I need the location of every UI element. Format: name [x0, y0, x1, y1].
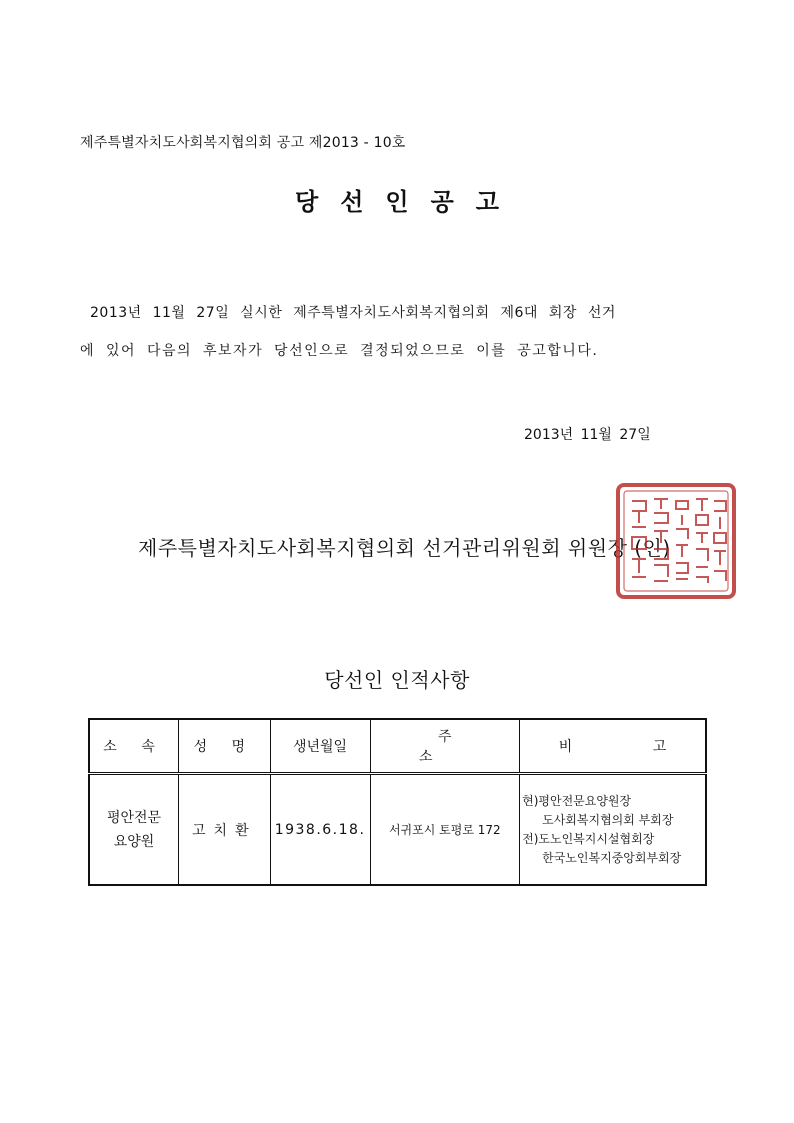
header-affiliation: 소 속 [89, 719, 179, 774]
header-remarks: 비 고 [520, 719, 706, 774]
body-text-line-2: 에 있어 다음의 후보자가 당선인으로 결정되었으므로 이를 공고합니다. [80, 343, 599, 359]
body-text-line-1: 2013년 11월 27일 실시한 제주특별자치도사회복지협의회 제6대 회장 선거 [90, 305, 616, 321]
table-header-row [89, 719, 706, 774]
remark-line-3: 전)도노인복지시설협회장 [522, 831, 655, 846]
address-cell: 서귀포시 토평로 172 [370, 774, 520, 886]
remark-line-4: 한국노인복지중앙회부회장 [542, 850, 682, 865]
remark-line-1: 현)평안전문요양원장 [522, 793, 632, 808]
winner-info-table [88, 718, 707, 886]
affiliation-line-1: 평안전문 [106, 809, 162, 826]
official-seal-stamp [614, 481, 738, 601]
remarks-cell [520, 774, 706, 886]
section-title: 당선인 인적사항 [324, 668, 470, 692]
signer-line: 제주특별자치도사회복지협의회 선거관리위원회 위원장 (인) [138, 536, 671, 560]
name-cell: 고치환 [179, 774, 271, 886]
remark-line-2: 도사회복지협의회 부회장 [542, 812, 674, 827]
affiliation-cell [89, 774, 179, 886]
document-number: 제주특별자치도사회복지협의회 공고 제2013 - 10호 [80, 135, 406, 151]
header-name: 성 명 [179, 719, 271, 774]
announcement-date: 2013년 11월 27일 [524, 427, 651, 443]
table-row [89, 774, 706, 886]
birth-cell: 1938.6.18. [270, 774, 370, 886]
affiliation-line-2: 요양원 [113, 833, 155, 850]
header-birth: 생년월일 [270, 719, 370, 774]
document-title: 당선인공고 [295, 188, 521, 216]
header-address: 주 소 [370, 719, 520, 774]
